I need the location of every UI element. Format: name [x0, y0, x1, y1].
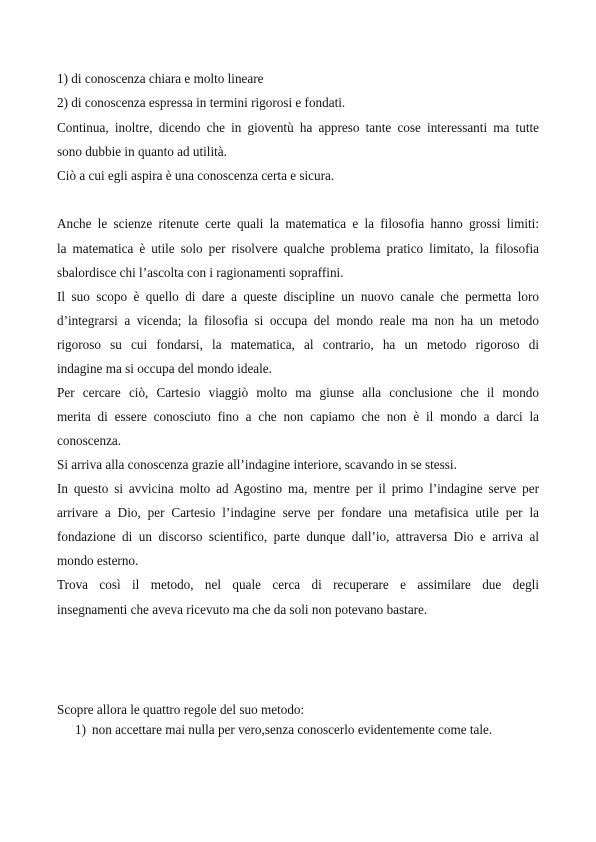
text-line: 1) di conoscenza chiara e molto lineare — [57, 71, 264, 86]
text-line: rigoroso su cui fondarsi, la matematica, al contrario, ha un metodo rigoroso di — [57, 337, 539, 352]
text-line: Trova così il metodo, nel quale cerca di recuperare e assimilare due degli — [57, 577, 539, 592]
text-line: Continua, inoltre, dicendo che in gioventù ha appreso tante cose interessanti ma tutte — [57, 120, 539, 135]
text-line: Anche le scienze ritenute certe quali la matematica e la filosofia hanno grossi limiti: — [57, 216, 539, 231]
text-line: d’integrarsi a vicenda; la filosofia si occupa del mondo reale ma non ha un metodo — [57, 313, 539, 328]
text-line: merita di essere conosciuto fino a che non capiamo che non è il mondo a darci la — [57, 409, 539, 424]
text-line: Ciò a cui egli aspira è una conoscenza certa e sicura. — [57, 168, 335, 183]
text-line: la matematica è utile solo per risolvere qualche problema pratico limitato, la filosofia — [57, 241, 539, 256]
text-line: mondo esterno. — [57, 553, 139, 568]
text-line: Si arriva alla conoscenza grazie all’indagine interiore, scavando in se stessi. — [57, 457, 457, 472]
text-line: conoscenza. — [57, 433, 122, 448]
text-line: Scopre allora le quattro regole del suo metodo: — [57, 702, 305, 717]
text-line: insegnamenti che aveva ricevuto ma che da soli non potevano bastare. — [57, 602, 428, 617]
text-line: Il suo scopo è quello di dare a queste discipline un nuovo canale che permetta loro — [57, 289, 539, 304]
text-line: sono dubbie in quanto ad utilità. — [57, 144, 227, 159]
list-item-text: non accettare mai nulla per vero,senza conoscerlo evidentemente come tale. — [92, 722, 493, 737]
text-line: indagine ma si occupa del mondo ideale. — [57, 361, 272, 376]
text-line: arrivare a Dio, per Cartesio l’indagine serve per fondare una metafisica utile per la — [57, 505, 539, 520]
list-item — [75, 722, 535, 738]
list-item-number: 1) — [75, 722, 86, 737]
text-line: fondazione di un discorso scientifico, parte dunque dall’io, attraversa Dio e arriva al — [57, 529, 539, 544]
text-line: 2) di conoscenza espressa in termini rigorosi e fondati. — [57, 95, 346, 110]
text-line: In questo si avvicina molto ad Agostino ma, mentre per il primo l’indagine serve per — [57, 481, 539, 496]
text-line: Per cercare ciò, Cartesio viaggiò molto ma giunse alla conclusione che il mondo — [57, 385, 539, 400]
text-line: sbalordisce chi l’ascolta con i ragionamenti sopraffini. — [57, 265, 344, 280]
